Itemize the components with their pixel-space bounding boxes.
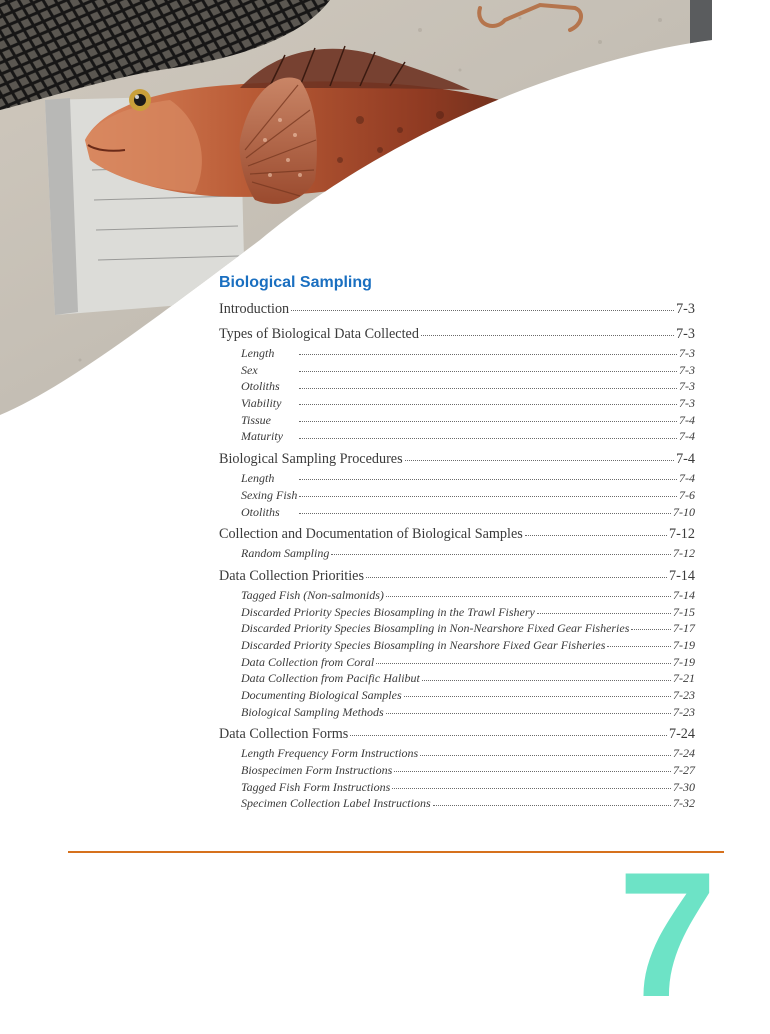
toc-subentry[interactable] [219,704,695,721]
dot-leader [537,603,671,614]
toc-page-number: 7-4 [679,412,695,427]
toc-page-number: 7-23 [673,688,695,702]
dot-leader [525,524,667,536]
toc-entry-label: Discarded Priority Species Biosampling in Non-Nearshore Fixed Gear Fisheries [241,621,630,636]
dot-leader [422,670,671,681]
toc-page-number: 7-12 [668,526,695,543]
toc-entry-label: Collection and Documentation of Biological Samples [219,526,523,543]
toc-subentry[interactable] [219,412,695,429]
toc-list [219,299,695,812]
toc-subentry[interactable] [219,362,695,379]
toc-page-number: 7-24 [668,726,695,743]
toc-entry-label: Introduction [219,301,290,317]
dot-leader [299,395,677,406]
toc-entry-label: Sexing Fish [241,487,298,502]
toc-subentry[interactable] [219,604,695,621]
dot-leader [350,724,667,736]
toc-page-number: 7-4 [679,471,695,486]
toc-page-number: 7-17 [673,621,695,636]
toc-subentry[interactable] [219,487,695,504]
toc-subentry[interactable] [219,620,695,637]
toc-page-number: 7-14 [668,567,695,584]
toc-subentry[interactable] [219,378,695,395]
toc-entry-label: Documenting Biological Samples [241,688,402,702]
dot-leader [299,470,677,481]
toc-page-number: 7-3 [679,396,695,411]
dot-leader [299,378,677,389]
toc-entry-label: Biological Sampling Procedures [219,451,403,468]
toc-page-number: 7-19 [673,637,695,652]
dot-leader [421,324,674,336]
toc-subentry[interactable] [219,545,695,562]
dot-leader [386,586,671,597]
toc-subentry[interactable] [219,687,695,704]
toc-page-number: 7-3 [679,379,695,394]
toc-subentry[interactable] [219,670,695,687]
toc-entry-label: Tagged Fish Form Instructions [241,779,391,794]
toc-subentry[interactable] [219,779,695,796]
dot-leader [607,637,671,648]
toc-page-number: 7-4 [679,429,695,444]
dot-leader [299,411,677,422]
toc-entry-label: Data Collection from Coral [241,654,375,669]
toc-page-number: 7-3 [676,301,695,317]
toc-page-number: 7-30 [673,779,695,794]
toc-entry-label: Tissue [241,412,272,427]
toc-entry-label: Biological Sampling Methods [241,704,384,719]
toc-entry-label: Length [241,346,275,360]
toc-page-number: 7-3 [679,362,695,377]
toc-page-number: 7-14 [673,587,695,602]
toc-entry-label: Viability [241,396,282,411]
toc-entry-label: Maturity [241,429,283,444]
toc-entry-label: Discarded Priority Species Biosampling in Nearshore Fixed Gear Fisheries [241,637,606,652]
toc-entry-label: Biospecimen Form Instructions [241,763,393,778]
dot-leader [404,687,671,698]
toc-entry-label: Length Frequency Form Instructions [241,746,419,761]
dot-leader [405,449,674,461]
toc-page-number: 7-12 [673,546,695,561]
toc-entry-label: Tagged Fish (Non-salmonids) [241,587,384,602]
dot-leader [394,762,671,773]
dot-leader [420,745,671,756]
toc-page-number: 7-32 [673,796,695,811]
toc-entry-label: Data Collection Priorities [219,567,364,584]
toc-page-number: 7-27 [673,763,695,778]
toc-entry-label: Length [241,471,275,486]
dot-leader [299,428,677,439]
toc-subentry[interactable] [219,504,695,521]
toc-entry-label: Sex [241,362,258,377]
toc-entry[interactable] [219,449,695,470]
toc-subentry[interactable] [219,470,695,487]
toc-subentry[interactable] [219,795,695,812]
dot-leader [291,299,674,311]
toc-page-number: 7-4 [676,451,695,468]
toc-subentry[interactable] [219,745,695,762]
toc-page-number: 7-15 [673,604,695,619]
toc-page-number: 7-3 [676,326,695,342]
toc-page-number: 7-23 [673,704,695,719]
toc-page-number: 7-21 [673,671,695,686]
dot-leader [392,778,671,789]
toc-entry[interactable] [219,324,695,345]
toc-entry-label: Random Sampling [241,546,330,561]
toc-subentry[interactable] [219,428,695,445]
dot-leader [331,545,671,556]
dot-leader [631,620,671,631]
dot-leader [366,565,667,577]
toc-page-number: 7-19 [673,654,695,669]
toc-subentry[interactable] [219,587,695,604]
toc-entry[interactable] [219,566,695,587]
toc-entry-label: Data Collection from Pacific Halibut [241,671,420,686]
toc-entry-label: Specimen Collection Label Instructions [241,796,431,811]
toc-entry-label: Otoliths [241,379,280,394]
dot-leader [376,653,671,664]
toc-subentry[interactable] [219,395,695,412]
toc-subentry[interactable] [219,762,695,779]
toc-entry[interactable] [219,299,695,320]
dot-leader [299,486,677,497]
toc-subentry[interactable] [219,637,695,654]
chapter-number: 7 [618,835,717,1034]
dot-leader [433,795,671,806]
dot-leader [299,345,677,356]
toc-subentry[interactable] [219,345,695,362]
toc-entry-label: Discarded Priority Species Biosampling in the Trawl Fishery [241,604,535,619]
toc-page-number: 7-3 [679,346,695,360]
toc-page-number: 7-24 [673,746,695,761]
toc-entry-label: Otoliths [241,504,280,519]
toc-entry[interactable] [219,724,695,745]
dot-leader [386,703,671,714]
dot-leader [299,361,677,372]
table-of-contents [219,273,695,812]
toc-entry[interactable] [219,524,695,545]
toc-page-number: 7-6 [679,487,695,502]
toc-entry-label: Data Collection Forms [219,726,349,743]
toc-subentry[interactable] [219,654,695,671]
dot-leader [299,503,671,514]
section-title: Biological Sampling [219,274,372,291]
toc-entry-label: Types of Biological Data Collected [219,326,419,342]
toc-page-number: 7-10 [673,504,695,519]
